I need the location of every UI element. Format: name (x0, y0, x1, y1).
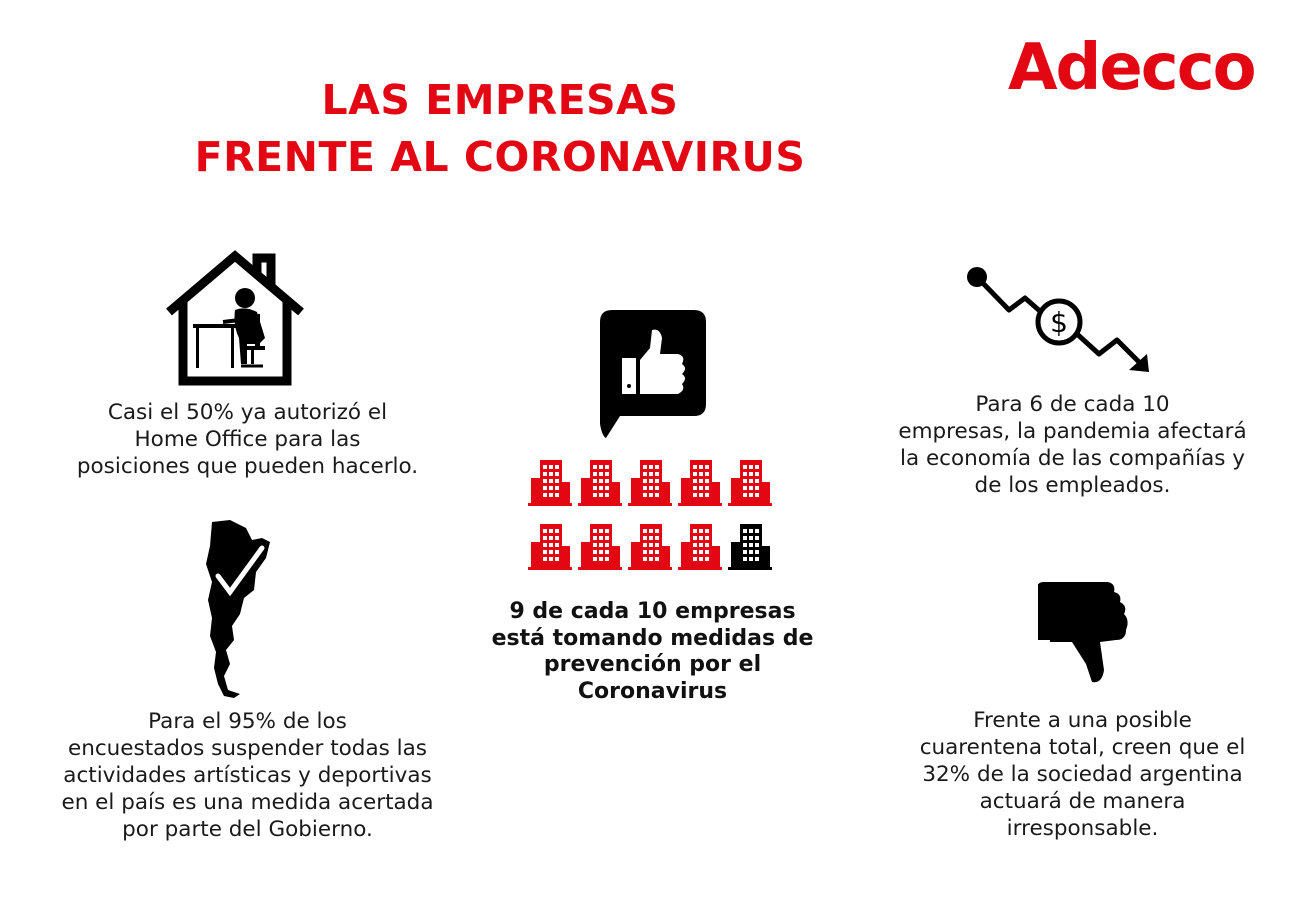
prevention-line-1: 9 de cada 10 empresas (509, 599, 796, 624)
building-icon (728, 522, 772, 570)
economy-line-2: empresas, la pandemia afectará (898, 419, 1247, 444)
quarantine-line-3: 32% de la sociedad argentina (922, 762, 1243, 787)
building-icon-highlighted (628, 458, 672, 506)
home-office-text (40, 399, 455, 480)
thumbs-up-bubble-icon (598, 308, 708, 440)
economy-line-3: la economía de las compañías y (899, 446, 1246, 471)
buildings-grid (528, 458, 778, 572)
argentina-line-3: actividades artísticas y deportivas (63, 763, 432, 788)
falling-dollar-chart-icon (963, 264, 1153, 379)
argentina-map-check-icon (200, 518, 280, 700)
house-home-office-icon (163, 248, 308, 388)
page-title (150, 72, 850, 186)
building-icon-highlighted (578, 522, 622, 570)
building-icon-highlighted (678, 522, 722, 570)
argentina-line-5: por parte del Gobierno. (122, 817, 373, 842)
home-office-line-2: Home Office para las (134, 427, 361, 452)
argentina-line-1: Para el 95% de los (148, 709, 347, 734)
building-icon-highlighted (628, 522, 672, 570)
adecco-logo: Adecco (1008, 31, 1255, 105)
title-line-1: LAS EMPRESAS (321, 76, 679, 124)
prevention-line-2: está tomando medidas de (491, 625, 814, 651)
title-line-2: FRENTE AL CORONAVIRUS (194, 133, 806, 181)
building-icon-highlighted (578, 458, 622, 506)
prevention-line-4: Coronavirus (577, 678, 728, 704)
prevention-text (470, 599, 835, 705)
economy-line-4: de los empleados. (974, 473, 1171, 498)
quarantine-line-2: cuarentena total, creen que el (919, 735, 1246, 760)
quarantine-line-1: Frente a una posible (973, 708, 1192, 733)
home-office-line-3: posiciones que pueden hacerlo. (76, 454, 419, 479)
economy-line-1: Para 6 de cada 10 (975, 392, 1170, 417)
svg-text:$: $ (1050, 306, 1068, 339)
argentina-line-4: en el país es una medida acertada (61, 790, 434, 815)
quarantine-text (875, 707, 1290, 842)
building-icon-highlighted (528, 522, 572, 570)
argentina-text (30, 708, 465, 843)
quarantine-line-5: irresponsable. (1006, 816, 1159, 841)
economy-text (865, 391, 1280, 499)
building-icon-highlighted (528, 458, 572, 506)
home-office-line-1: Casi el 50% ya autorizó el (107, 400, 388, 425)
quarantine-line-4: actuará de manera (979, 789, 1186, 814)
building-icon-highlighted (678, 458, 722, 506)
prevention-line-3: prevención por el (543, 652, 762, 677)
thumbs-down-icon (1036, 580, 1131, 686)
building-icon-highlighted (728, 458, 772, 506)
argentina-line-2: encuestados suspender todas las (67, 736, 428, 761)
